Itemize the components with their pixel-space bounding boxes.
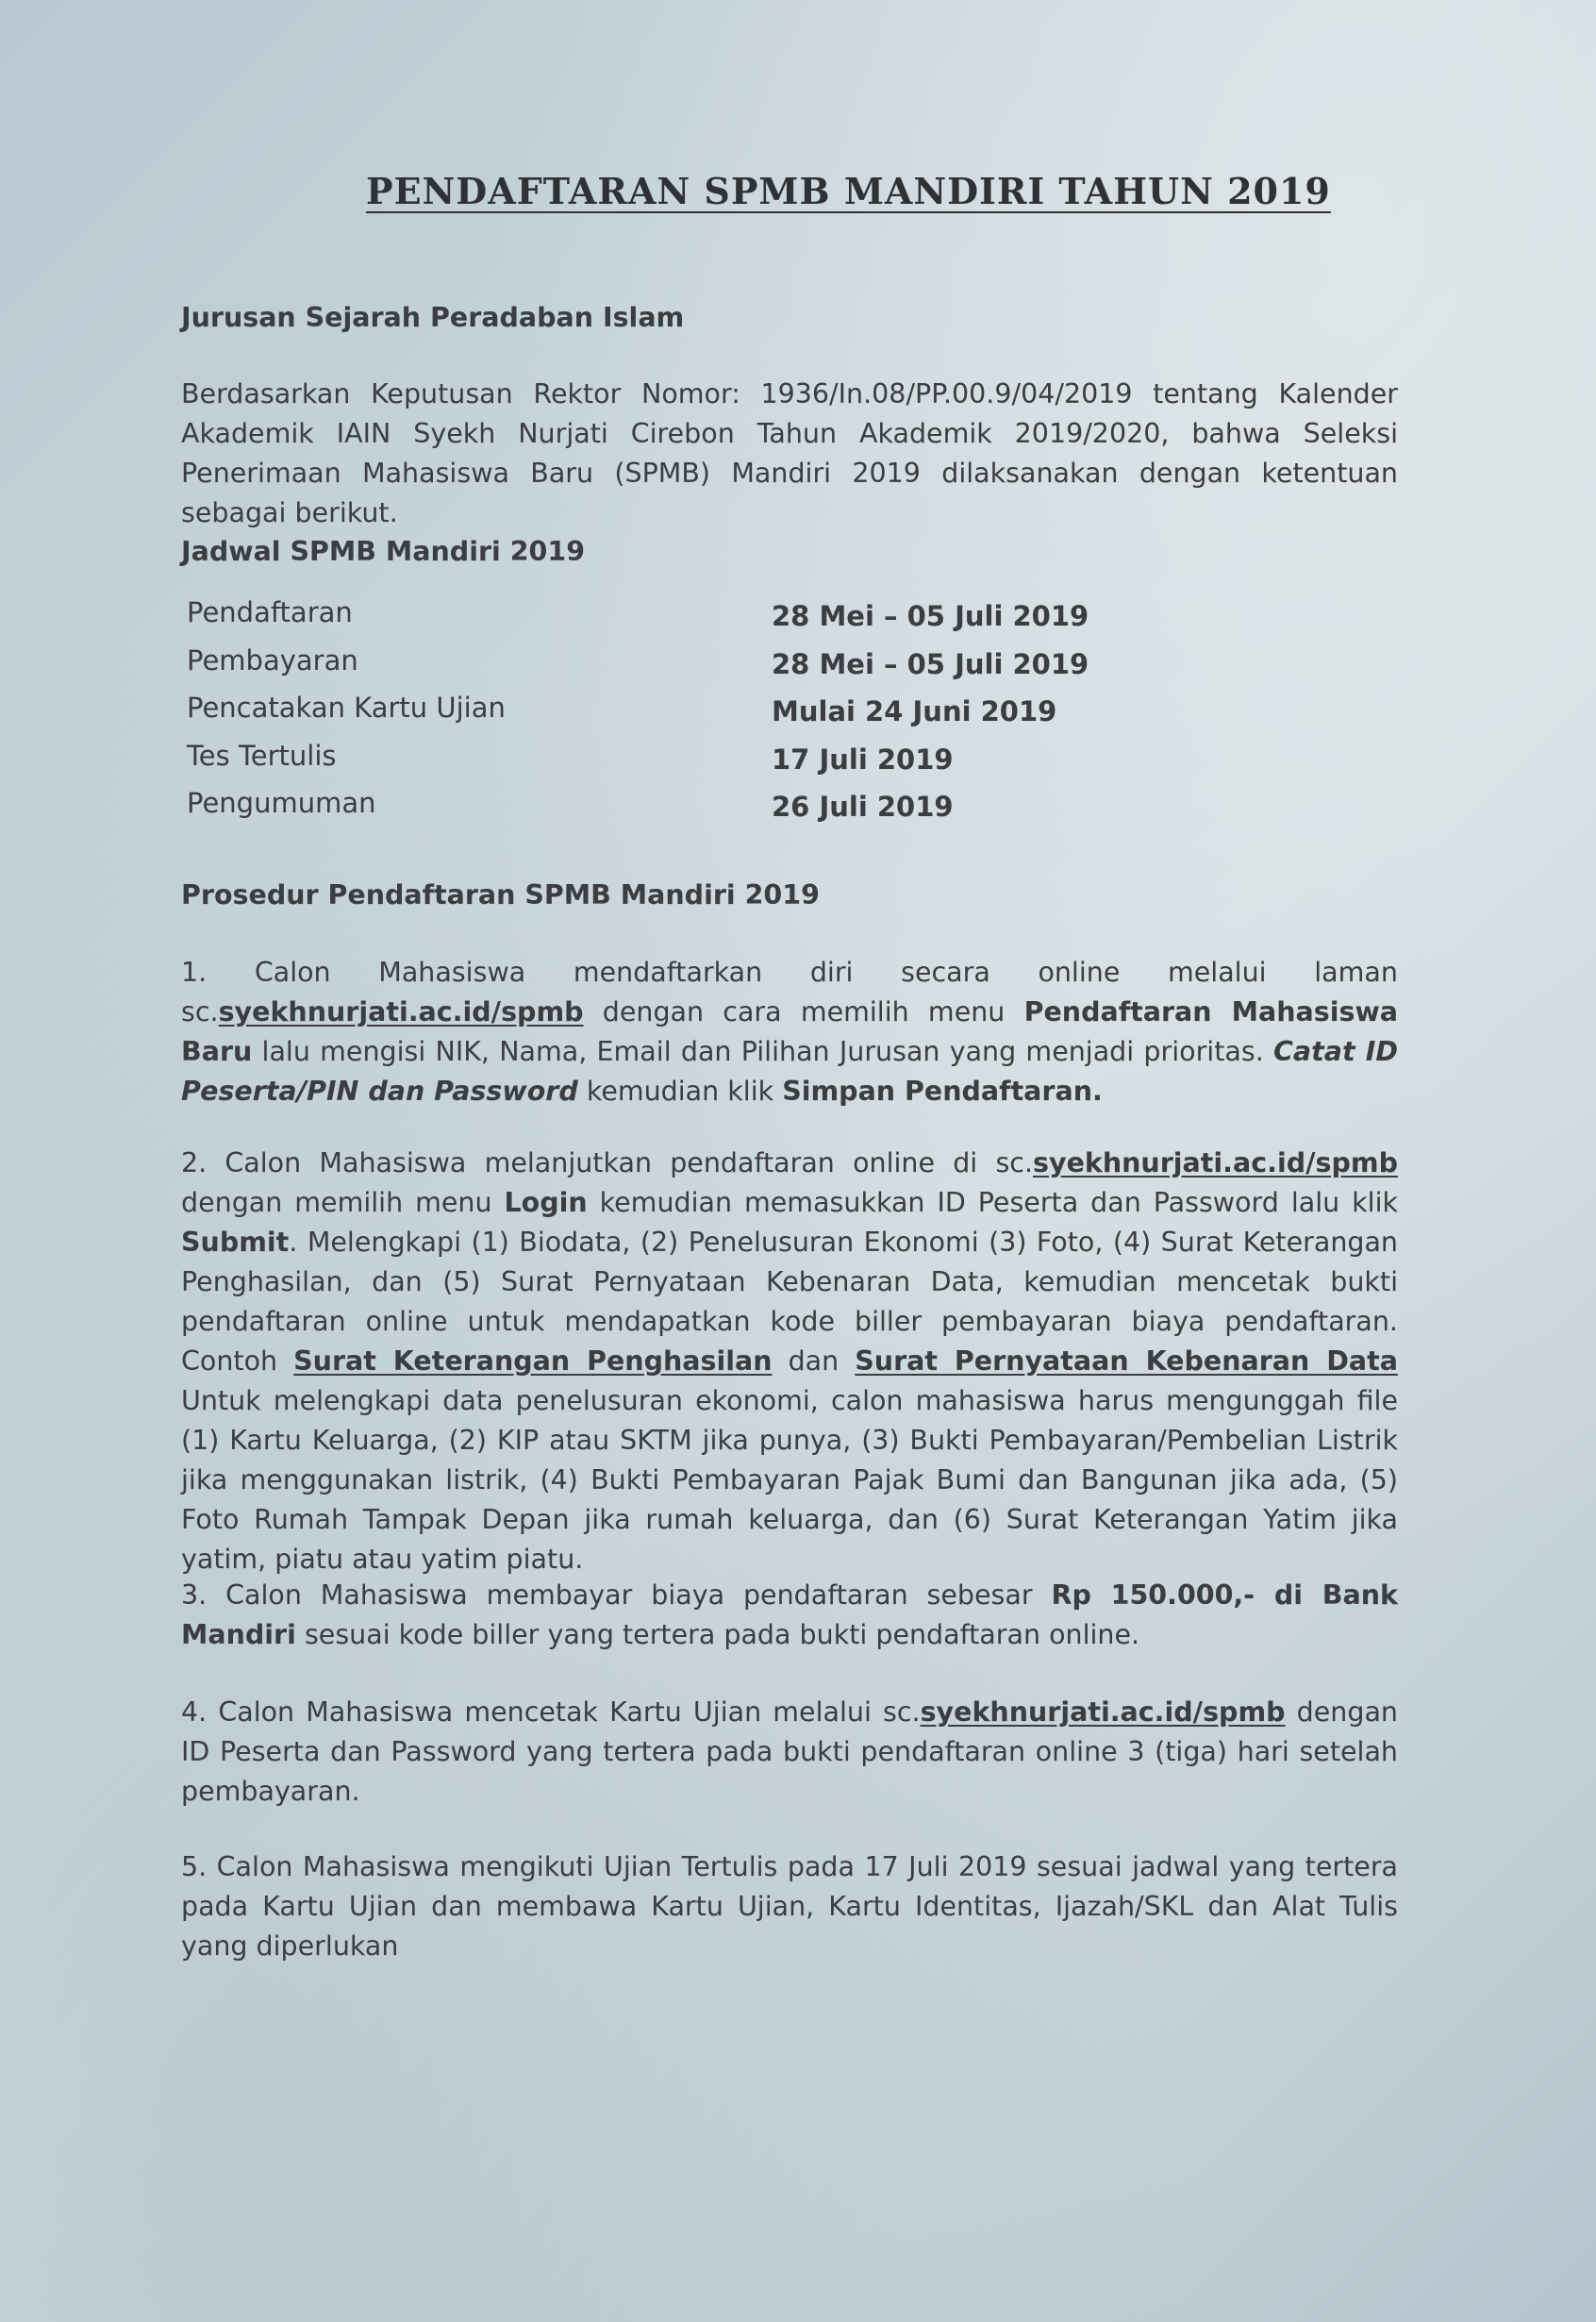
schedule-value: Mulai 24 Juni 2019: [772, 695, 1057, 727]
schedule-value: 28 Mei – 05 Juli 2019: [772, 647, 1089, 680]
schedule-heading: Jadwal SPMB Mandiri 2019: [181, 536, 586, 567]
procedure-step-1: [181, 953, 1398, 1111]
schedule-table: [187, 596, 1130, 835]
menu-pendaftaran-mahasiswa-baru: Pendaftaran Mahasiswa Baru: [181, 996, 1399, 1067]
schedule-value: 26 Juli 2019: [772, 791, 954, 823]
step-1-first-line: [181, 953, 1398, 993]
step-text: 3. Calon Mahasiswa membayar biaya pendaftaran sebesar: [181, 1579, 1052, 1611]
site-prefix: sc.: [995, 1147, 1034, 1178]
step-text: kemudian memasukkan ID Peserta dan Password lalu klik: [587, 1187, 1398, 1218]
spmb-link[interactable]: syekhnurjati.ac.id/spmb: [218, 996, 584, 1027]
step-text: 2. Calon Mahasiswa melanjutkan pendaftaran online di: [181, 1147, 996, 1178]
step-word: laman: [1314, 957, 1398, 988]
surat-keterangan-penghasilan-link[interactable]: Surat Keterangan Penghasilan: [293, 1345, 773, 1377]
step-text: . Melengkapi (1) Biodata, (2) Penelusuran Ekonomi (3) Foto, (4) Surat Keterangan Penghasilan, dan (5) Surat Pernyataan Kebenaran Data, kemudian mencetak bukti pendaftaran online untuk mendapatkan kode biller pembayaran biaya pendaftaran. Contoh: [181, 1227, 1398, 1377]
schedule-row: [187, 596, 1130, 644]
submit-label: Submit: [181, 1227, 290, 1258]
schedule-row: [187, 740, 1130, 788]
schedule-value: 28 Mei – 05 Juli 2019: [772, 600, 1089, 632]
schedule-row: [187, 692, 1130, 740]
step-number: 1.: [181, 957, 208, 988]
site-prefix: sc.: [181, 996, 219, 1027]
step-text: 5. Calon Mahasiswa mengikuti Ujian Tertulis pada 17 Juli 2019 sesuai jadwal yang tertera pada Kartu Ujian dan membawa Kartu Ujian, Kartu Identitas, Ijazah/SKL dan Alat Tulis yang diperlukan: [181, 1851, 1398, 1962]
step-word: Calon: [254, 957, 331, 988]
step-word: mendaftarkan: [573, 957, 763, 988]
spmb-link[interactable]: syekhnurjati.ac.id/spmb: [1033, 1147, 1398, 1178]
procedure-heading: Prosedur Pendaftaran SPMB Mandiri 2019: [181, 879, 820, 910]
schedule-label: Tes Tertulis: [187, 739, 337, 772]
surat-pernyataan-kebenaran-data-link[interactable]: Surat Pernyataan Kebenaran Data: [855, 1345, 1398, 1377]
schedule-label: Pendaftaran: [187, 596, 353, 628]
procedure-step-3: [181, 1576, 1398, 1655]
step-text: sesuai kode biller yang tertera pada bukti pendaftaran online.: [295, 1619, 1140, 1650]
login-menu-label: Login: [504, 1187, 588, 1218]
step-word: melalui: [1168, 957, 1267, 988]
step-word: diri: [809, 957, 854, 988]
schedule-label: Pembayaran: [187, 643, 358, 677]
simpan-pendaftaran-label: Simpan Pendaftaran.: [782, 1076, 1103, 1107]
site-prefix: sc.: [883, 1696, 921, 1728]
page-title: PENDAFTARAN SPMB MANDIRI TAHUN 2019: [366, 170, 1331, 212]
note-catat-id: Catat ID Peserta/PIN dan Password: [181, 1036, 1399, 1107]
procedure-step-4: [181, 1693, 1398, 1812]
step-text: dengan ID Peserta dan Password yang tertera pada bukti pendaftaran online 3 (tiga) hari setelah pembayaran.: [181, 1696, 1398, 1807]
procedure-step-5: [181, 1847, 1398, 1966]
step-text: 4. Calon Mahasiswa mencetak Kartu Ujian melalui: [181, 1696, 883, 1728]
step-1-body: [181, 993, 1398, 1111]
step-word: online: [1038, 957, 1121, 988]
step-text: dengan memilih menu: [181, 1187, 505, 1218]
step-word: Mahasiswa: [378, 957, 526, 988]
department-heading: Jurusan Sejarah Peradaban Islam: [181, 302, 685, 333]
step-text: dengan cara memilih menu: [583, 996, 1024, 1027]
intro-paragraph: Berdasarkan Keputusan Rektor Nomor: 1936/In.08/PP.00.9/04/2019 tentang Kalender Akademik IAIN Syekh Nurjati Cirebon Tahun Akademik 2019/2020, bahwa Seleksi Penerimaan Mahasiswa Baru (SPMB) Mandiri 2019 dilaksanakan dengan ketentuan sebagai berikut.: [181, 378, 1398, 528]
step-text: Untuk melengkapi data penelusuran ekonomi, calon mahasiswa harus mengunggah file (1) Kartu Keluarga, (2) KIP atau SKTM jika punya, (3) Bukti Pembayaran/Pembelian Listrik jika menggunakan listrik, (4) Bukti Pembayaran Pajak Bumi dan Bangunan jika ada, (5) Foto Rumah Tampak Depan jika rumah keluarga, dan (6) Surat Keterangan Yatim jika yatim, piatu atau yatim piatu.: [181, 1385, 1398, 1575]
spmb-link[interactable]: syekhnurjati.ac.id/spmb: [920, 1696, 1286, 1728]
procedure-step-2: [181, 1144, 1398, 1579]
step-text: dan: [772, 1345, 856, 1377]
schedule-row: [187, 787, 1130, 835]
schedule-row: [187, 644, 1130, 693]
step-text: kemudian klik: [577, 1076, 783, 1107]
schedule-label: Pengumuman: [187, 787, 376, 819]
schedule-label: Pencatakan Kartu Ujian: [187, 692, 506, 724]
step-word: secara: [901, 957, 990, 988]
step-text: lalu mengisi NIK, Nama, Email dan Pilihan Jurusan yang menjadi prioritas.: [252, 1036, 1274, 1067]
schedule-value: 17 Juli 2019: [772, 743, 954, 776]
fee-amount: Rp 150.000,- di Bank Mandiri: [181, 1579, 1398, 1650]
